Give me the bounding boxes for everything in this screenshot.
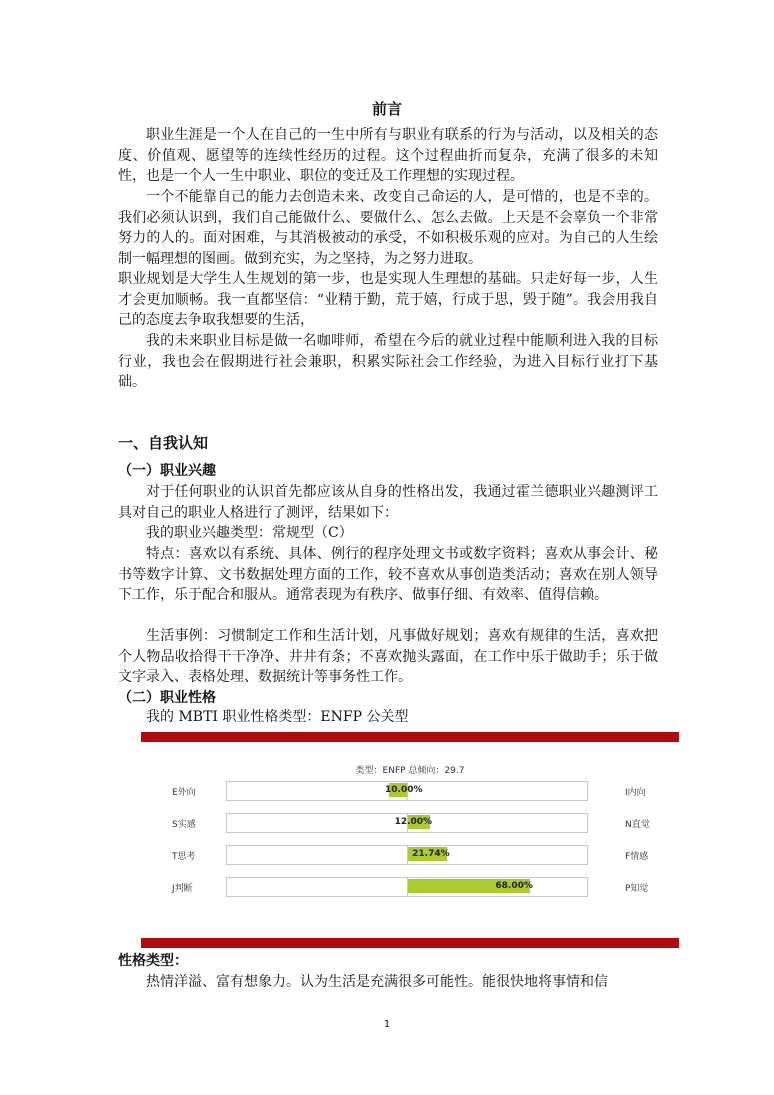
section-heading-self-awareness: 一、自我认知 xyxy=(118,434,209,452)
chart-left-label: J判断 xyxy=(172,884,193,894)
chart-track-right xyxy=(407,813,588,833)
preface-paragraph-1: 职业生涯是一个人在自己的一生中所有与职业有联系的行为与活动，以及相关的态度、价值观、愿望等的连续性经历的过程。这个过程曲折而复杂，充满了很多的未知性，也是一个人一生中职业、职位的变迁及工作理想的实现过程。 xyxy=(118,127,658,185)
chart-value-label: 12.00% xyxy=(394,817,433,827)
chart-right-label: F情感 xyxy=(625,852,649,862)
chart-left-label: S实感 xyxy=(172,820,196,830)
chart-row xyxy=(141,781,679,803)
mbti-chart xyxy=(141,745,679,935)
chart-row xyxy=(141,813,679,835)
chart-left-label: E外向 xyxy=(172,788,196,798)
chart-bottom-frame-bar xyxy=(141,938,679,948)
preface-paragraph-3: 职业规划是大学生人生规划的第一步，也是实现人生理想的基础。只走好每一步，人生才会更加顺畅。我一直都坚信：“业精于勤，荒于嬉，行成于思，毁于随”。我会用我自己的态度去争取我想要的生活， xyxy=(118,271,658,329)
subsection-heading-interest: （一）职业兴趣 xyxy=(118,463,216,479)
chart-value-label: 21.74% xyxy=(412,849,450,859)
personality-paragraph: 热情洋溢、富有想象力。认为生活是充满很多可能性。能很快地将事情和信 xyxy=(146,974,608,990)
preface-paragraph-4: 我的未来职业目标是做一名咖啡师，希望在今后的就业过程中能顺利进入我的目标行业，我也会在假期进行社会兼职，积累实际社会工作经验，为进入目标行业打下基础。 xyxy=(118,333,658,391)
chart-title: 类型：ENFP 总倾向：29.7 xyxy=(355,766,465,776)
interest-paragraph-1: 对于任何职业的认识首先都应该从自身的性格出发，我通过霍兰德职业兴趣测评工具对自己的职业人格进行了测评，结果如下： xyxy=(118,484,658,521)
chart-left-label: T思考 xyxy=(172,852,196,862)
page-number: 1 xyxy=(383,1019,391,1030)
subsection-heading-personality: （二）职业性格 xyxy=(118,690,216,706)
chart-row xyxy=(141,845,679,867)
page-title: 前言 xyxy=(371,100,402,118)
chart-track-left xyxy=(226,877,408,897)
mbti-type-line: 我的 MBTI 职业性格类型：ENFP 公关型 xyxy=(146,709,409,725)
chart-value-label: 10.00% xyxy=(385,785,423,795)
interest-paragraph-2: 我的职业兴趣类型：常规型（C） xyxy=(146,525,353,541)
chart-value-label: 68.00% xyxy=(495,881,533,891)
chart-track-left xyxy=(226,845,408,865)
chart-right-label: N直觉 xyxy=(625,820,650,830)
chart-top-frame-bar xyxy=(141,732,679,742)
chart-row xyxy=(141,877,679,899)
chart-track-left xyxy=(226,813,408,833)
chart-right-label: I内向 xyxy=(625,788,646,798)
interest-paragraph-3: 特点：喜欢以有系统、具体、例行的程序处理文书或数字资料；喜欢从事会计、秘书等数字计算、文书数据处理方面的工作，较不喜欢从事创造类活动；喜欢在别人领导下工作，乐于配合和服从。通常表现为有秩序、做事仔细、有效率、值得信赖。 xyxy=(118,546,658,604)
interest-paragraph-4: 生活事例：习惯制定工作和生活计划，凡事做好规划；喜欢有规律的生活，喜欢把个人物品收拾得干干净净、井井有条；不喜欢抛头露面，在工作中乐于做助手；乐于做文字录入、表格处理、数据统计等事务性工作。 xyxy=(118,628,658,686)
chart-track-left xyxy=(226,781,408,801)
personality-type-heading: 性格类型： xyxy=(118,953,188,969)
chart-right-label: P知觉 xyxy=(625,884,649,894)
chart-track-right xyxy=(407,781,588,801)
preface-paragraph-2: 一个不能靠自己的能力去创造未来、改变自己命运的人，是可惜的，也是不幸的。我们必须认识到，我们自己能做什么、要做什么、怎么去做。上天是不会辜负一个非常努力的人的。面对困难，与其消极被动的承受，不如积极乐观的应对。为自己的人生绘制一幅理想的图画。做到充实，为之坚持，为之努力进取。 xyxy=(118,189,658,267)
